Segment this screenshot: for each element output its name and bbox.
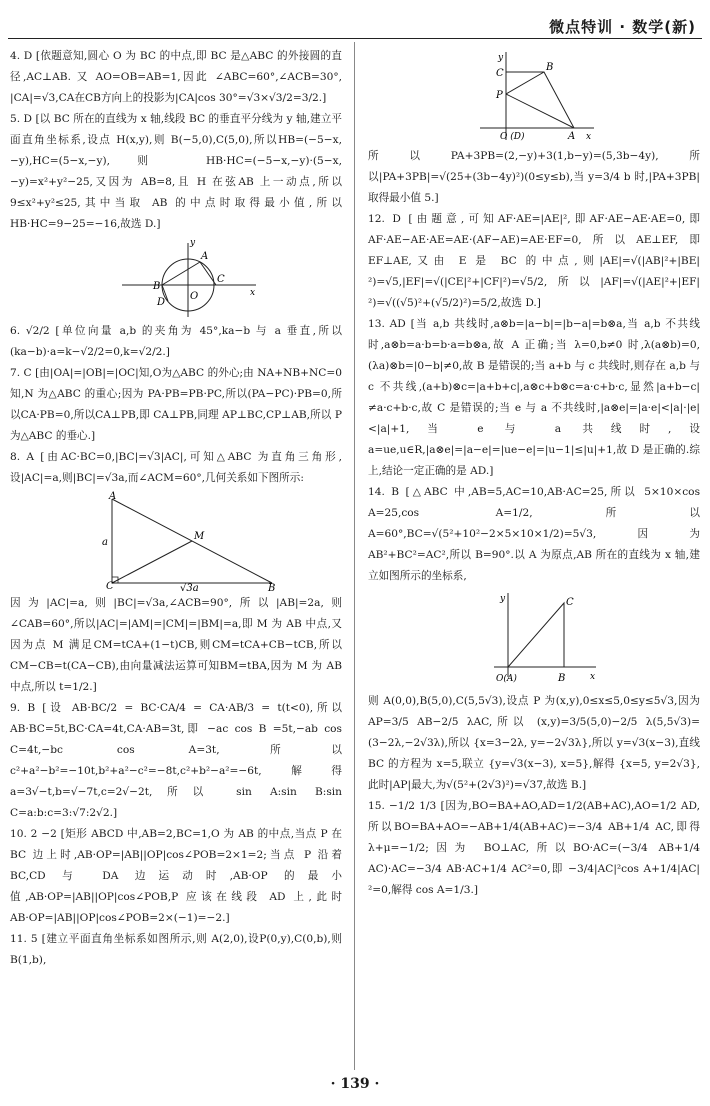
header-rule xyxy=(8,38,702,39)
fig14-label-oa: O(A) xyxy=(496,674,517,684)
answer-11: 11. 5 [建立平面直角坐标系如图所示,则 A(2,0),设P(0,y),C(0,b),则 B(1,b), xyxy=(10,933,342,966)
fig14-label-x: x xyxy=(590,672,596,682)
answer-12: 12. D [由题意,可知AF·AE=|AE|²,即AF·AE−AE·AE=0,即AF·AE−AE·AE=AE·(AF−AE)=AE·EF=0,所以AE⊥EF,即 EF⊥AE,又由 E 是 BC 的中点,则|AE|=√(|AB|²+|BE|²)=√5,|EF|=√(|CE|²+|CF|²)=√5/2,所以|AF|=√(|AE|²+|EF|²)=√((√5)²+(√5/2)²)=5/2,故选 D.] xyxy=(368,213,700,309)
answer-13: 13. AD [当 a,b 共线时,a⊗b=|a−b|=|b−a|=b⊗a,当 a,b 不共线时,a⊗b=a·b=b·a=b⊗a,故 A 正确;当 λ=0,b≠0 时,λ(a⊗b)=0,(λa)⊗b=|0−b|≠0,故 B 是错误的;当 a+b 与 c 共线时,则存在 a,b 与 c 不共线,(a+b)⊗c=|a+b+c|,a⊗c+b⊗c=a·c+b·c,显然|a+b−c|≠a·c+b·c,故 C 是错误的;当 e 与 a 不共线时,|a⊗e|=|a·e|<|a|·|e|<|a|+1,当 e 与 a 共线时,设 a=ue,u∈R,|a⊗e|=|a−e|=|ue−e|=|u−1|≤|u|+1,故 D 是正确的.综上,结论一定正确的是 AD.] xyxy=(368,318,700,477)
answer-6: 6. √2/2 [单位向量 a,b 的夹角为 45°,ka−b 与 a 垂直,所以 (ka−b)·a=k−√2/2=0,k=√2/2.] xyxy=(10,325,342,358)
circle-label-b: B xyxy=(153,281,161,292)
fig11-label-o: O (D) xyxy=(500,132,525,142)
fig11-label-x: x xyxy=(586,132,592,142)
page-number: · 139 · xyxy=(330,1076,380,1092)
circle-label-a: A xyxy=(201,251,209,262)
answer-14-cont: 则 A(0,0),B(5,0),C(5,5√3),设点 P 为(x,y),0≤x≤5,0≤y≤5√3,因为AP=3/5 AB−2/5 λAC,所以 (x,y)=3/5(5,0)−2/5 λ(5,5√3)=(3−2λ,−2√3λ),所以 {x=3−2λ, y=−2√3λ},所以 y=√3(x−3),直线 BC 的方程为 x=5,联立 {y=√3(x−3), x=5},解得 {x=5, y=2√3},此时|AP|最大,为√(5²+(2√3)²)=√37,故选 B.] xyxy=(368,695,700,791)
fig14-label-b: B xyxy=(558,673,566,684)
answer-11-cont: 所以PA+3PB=(2,−y)+3(1,b−y)=(5,3b−4y),所以|PA+3PB|=√(25+(3b−4y)²)(0≤y≤b),当 y=3/4 b 时,|PA+3PB|取得最小值 5.] xyxy=(368,150,700,204)
tri-label-side-sqrt3a: √3a xyxy=(180,583,199,591)
tri-label-c: C xyxy=(106,581,114,591)
running-title: 微点特训 · 数学(新) xyxy=(549,18,696,36)
left-column xyxy=(10,46,342,971)
answer-15: 15. −1/2 1/3 [因为,BO=BA+AO,AD=1/2(AB+AC),AO=1/2 AD,所以BO=BA+AO=−AB+1/4(AB+AC)=−3/4 AB+1/4 AC,即得 λ+μ=−1/2;因为 BO⊥AC,所以BO·AC=(−3/4 AB+1/4 AC)·AC=−3/4 AB·AC+1/4 AC²=0,即 −3/4|AC|²cos A+1/4|AC|²=0,解得 cos A=1/3.] xyxy=(368,800,700,896)
coordinate-triangle-figure xyxy=(368,589,700,689)
fig14-label-c: C xyxy=(566,597,574,608)
tri-label-m: M xyxy=(194,531,205,542)
page-header xyxy=(0,0,710,40)
answer-14: 14. B [△ABC 中,AB=5,AC=10,AB·AC=25,所以 5×10×cos A=25,cos A=1/2,所以 A=60°,BC=√(5²+10²−2×5×10×1/2)=5√3,因为 AB²+BC²=AC²,所以 B=90°.以 A 为原点,AB 所在的直线为 x 轴,建立如图所示的坐标系, xyxy=(368,486,700,582)
circle-label-c: C xyxy=(217,274,225,285)
column-divider xyxy=(354,42,355,1070)
circle-label-y: y xyxy=(190,238,196,248)
fig14-label-y: y xyxy=(500,594,506,604)
answer-5: 5. D [以 BC 所在的直线为 x 轴,线段 BC 的垂直平分线为 y 轴,建立平面直角坐标系,设点 H(x,y),则 B(−5,0),C(5,0),所以HB=(−5−x,−y),HC=(5−x,−y),则 HB·HC=(−5−x,−y)·(5−x,−y)=x²+y²−25,又因为 AB=8,且 H 在弦AB 上一动点,所以 9≤x²+y²≤25,其中当取 AB 的中点时取得最小值,所以 HB·HC=9−25=−16,故选 D.] xyxy=(10,113,342,230)
answer-4: 4. D [依题意知,圆心 O 为 BC 的中点,即 BC 是△ABC 的外接圆的直径,AC⊥AB. 又 AO=OB=AB=1,因此 ∠ABC=60°,∠ACB=30°, |CA|=√3,CA在CB方向上的投影为|CA|cos 30°=√3×√3/2=3/2.] xyxy=(10,50,342,104)
fig11-label-c: C xyxy=(496,68,504,79)
tri-label-b: B xyxy=(268,583,276,591)
tri-label-side-a: a xyxy=(102,537,108,548)
answer-10: 10. 2 −2 [矩形 ABCD 中,AB=2,BC=1,O 为 AB 的中点,当点 P 在 BC 边上时,AB·OP=|AB||OP|cos∠POB=2×1=2;当点 P 沿着 BC,CD 与 DA 边运动时,AB·OP 的最小值,AB·OP=|AB||OP|cos∠POB,P 应该在线段 AD 上,此时AB·OP=|AB||OP|cos∠POB=2×(−1)=−2.] xyxy=(10,828,342,924)
answer-9: 9. B [设 AB·BC/2 = BC·CA/4 = CA·AB/3 = t(t<0),所以 AB·BC=5t,BC·CA=4t,CA·AB=3t,即 −ac cos B =5t,−ab cos C=4t,−bc cos A=3t,所以 c²+a²−b²=−10t,b²+a²−c²=−8t,c²+b²−a²=−6t,解得 a=3√−t,b=√−7t,c=2√−2t,所以 sin A:sin B:sin C=a:b:c=3:√7:2√2.] xyxy=(10,702,342,819)
quadrilateral-figure xyxy=(368,48,700,144)
fig11-label-a: A xyxy=(568,131,576,142)
fig11-label-y: y xyxy=(498,53,504,63)
fig11-label-b: B xyxy=(546,62,554,73)
right-column xyxy=(368,46,700,901)
circle-label-o: O xyxy=(190,291,199,302)
tri-label-a: A xyxy=(109,491,117,502)
circle-label-x: x xyxy=(250,288,256,298)
fig11-label-p: P xyxy=(496,90,503,101)
answer-8: 8. A [由AC·BC=0,|BC|=√3|AC|,可知△ABC 为直角三角形,设|AC|=a,则|BC|=√3a,而∠ACM=60°,几何关系如下图所示: xyxy=(10,451,342,484)
circle-label-d: D xyxy=(157,297,166,308)
right-triangle-figure xyxy=(10,491,342,591)
circle-figure xyxy=(10,237,342,319)
answer-7: 7. C [由|OA|=|OB|=|OC|知,O为△ABC 的外心;由 NA+NB+NC=0 知,N 为△ABC 的重心;因为 PA·PB=PB·PC,所以(PA−PC)·PB=0,所以CA·PB=0,所以CA⊥PB,即 CA⊥PB,同理 AP⊥BC,CP⊥AB,所以 P 为△ABC 的垂心.] xyxy=(10,367,342,442)
answer-8-cont: 因为|AC|=a,则|BC|=√3a,∠ACB=90°,所以|AB|=2a,则∠CAB=60°,所以|AC|=|AM|=|CM|=|BM|=a,即 M 为 AB 中点,又因为点 M 满足CM=tCA+(1−t)CB,则CM=tCA+CB−tCB,所以CM−CB=t(CA−CB),由向量减法运算可知BM=tBA,因为 M 为 AB 中点,所以 t=1/2.] xyxy=(10,597,342,693)
